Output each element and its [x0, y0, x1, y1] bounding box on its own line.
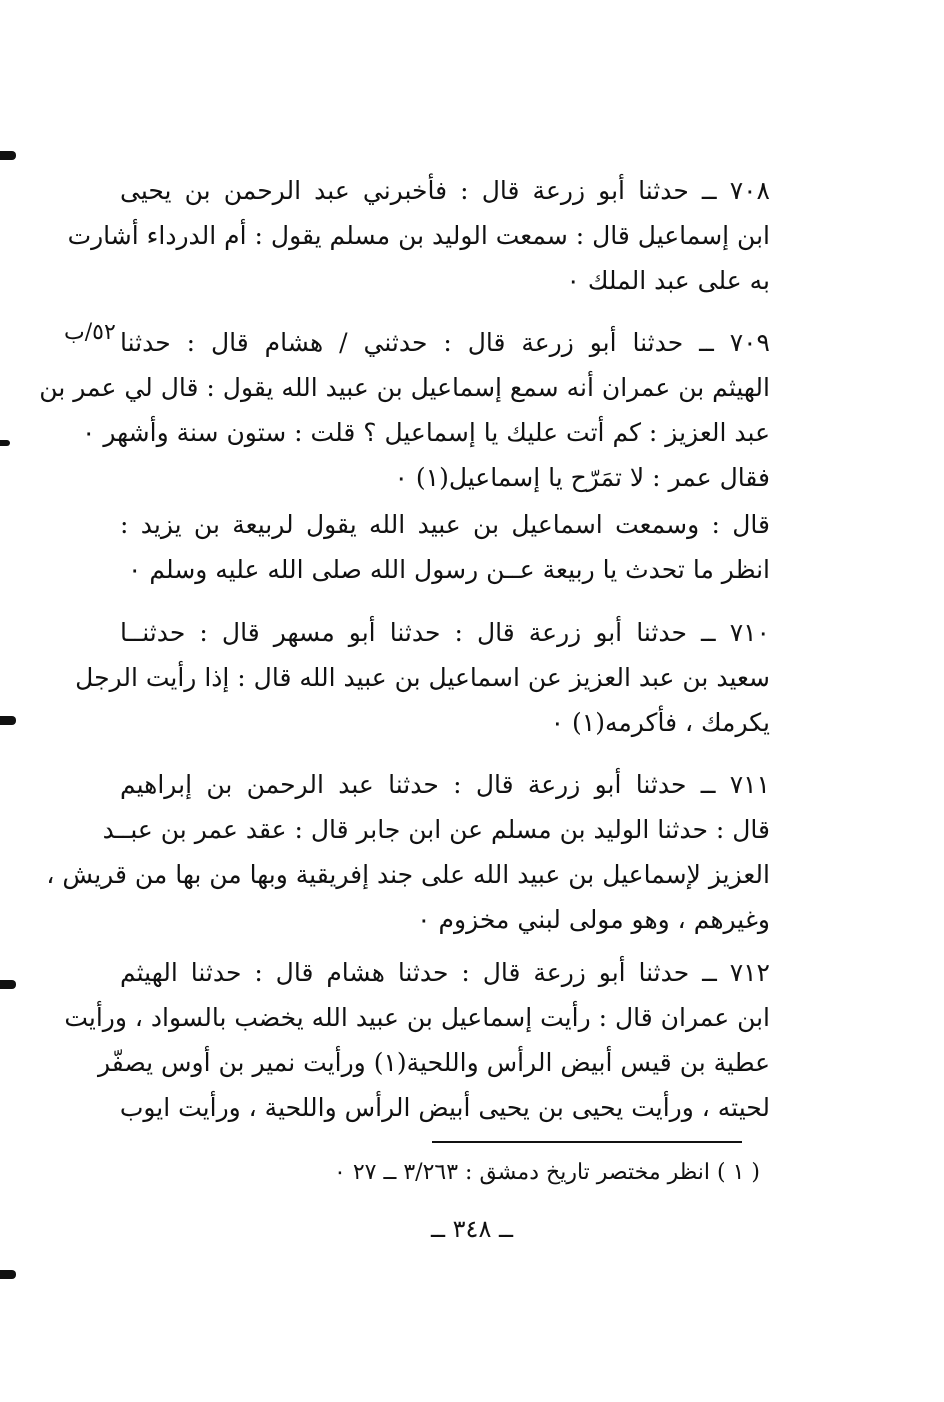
text-line: قال : حدثنا الوليد بن مسلم عن ابن جابر قال : عقد عمر بن عبــد — [102, 815, 770, 844]
text-line: لحيته ، ورأيت يحيى بن يحيى أبيض الرأس واللحية ، ورأيت ايوب — [119, 1093, 770, 1122]
scan-edge-mark — [0, 1270, 16, 1279]
page-number: ــ ٣٤٨ ــ — [430, 1215, 514, 1243]
text-line: قال : وسمعت اسماعيل بن عبيد الله يقول لربيعة بن يزيد : — [120, 510, 770, 539]
scan-edge-mark — [0, 440, 10, 446]
text-line: ٧٠٨ ــ حدثنا أبو زرعة قال : فأخبرني عبد الرحمن بن يحيى — [120, 176, 770, 205]
paragraph-712 — [64, 950, 770, 1130]
scan-edge-mark — [0, 980, 16, 989]
text-line: عطية بن قيس أبيض الرأس واللحية(١) ورأيت نمير بن أوس يصفّر — [98, 1048, 770, 1077]
text-line: ابن عمران قال : رأيت إسماعيل بن عبيد الله يخضب بالسواد ، ورأيت — [64, 1003, 770, 1032]
paragraph-711 — [46, 762, 770, 942]
footnote: ( ١ ) انظر مختصر تاريخ دمشق : ٣/٢٦٣ ــ ٢٧ ٠ — [334, 1160, 760, 1185]
paragraph-708 — [67, 168, 770, 303]
text-line: فقال عمر : لا تمَرّح يا إسماعيل(١) ٠ — [394, 463, 770, 492]
text-line: الهيثم بن عمران أنه سمع إسماعيل بن عبيد الله يقول : قال لي عمر بن — [39, 373, 770, 402]
text-line: ابن إسماعيل قال : سمعت الوليد بن مسلم يقول : أم الدرداء أشارت — [67, 221, 770, 250]
text-line: ٧٠٩ ــ حدثنا أبو زرعة قال : حدثني / هشام قال : حدثنا — [120, 328, 770, 357]
text-line: وغيرهم ، وهو مولى لبني مخزوم ٠ — [417, 905, 770, 934]
scan-edge-mark — [0, 716, 16, 725]
footnote-rule — [432, 1141, 742, 1143]
text-line: العزيز لإسماعيل بن عبيد الله على جند إفريقية وبها من بها من قريش ، — [46, 860, 770, 889]
text-line: يكرمك ، فأكرمه(١) ٠ — [550, 708, 770, 737]
text-line: انظر ما تحدث يا ربيعة عــن رسول الله صلى الله عليه وسلم ٠ — [128, 555, 770, 584]
text-line: به على عبد الملك ٠ — [566, 266, 770, 295]
scan-edge-mark — [0, 151, 16, 160]
text-line: ٧١١ ــ حدثنا أبو زرعة قال : حدثنا عبد الرحمن بن إبراهيم — [120, 770, 770, 799]
paragraph-710 — [75, 610, 770, 745]
paragraph-709-continued — [120, 502, 770, 592]
margin-folio-note: ٥٢/ب — [64, 320, 116, 345]
text-line: سعيد بن عبد العزيز عن اسماعيل بن عبيد الله قال : إذا رأيت الرجل — [75, 663, 770, 692]
text-line: ٧١٢ ــ حدثنا أبو زرعة قال : حدثنا هشام قال : حدثنا الهيثم — [120, 958, 770, 987]
text-line: عبد العزيز : كم أتت عليك يا إسماعيل ؟ قلت : ستون سنة وأشهر ٠ — [81, 418, 770, 447]
text-line: ٧١٠ ــ حدثنا أبو زرعة قال : حدثنا أبو مسهر قال : حدثنــا — [120, 618, 770, 647]
